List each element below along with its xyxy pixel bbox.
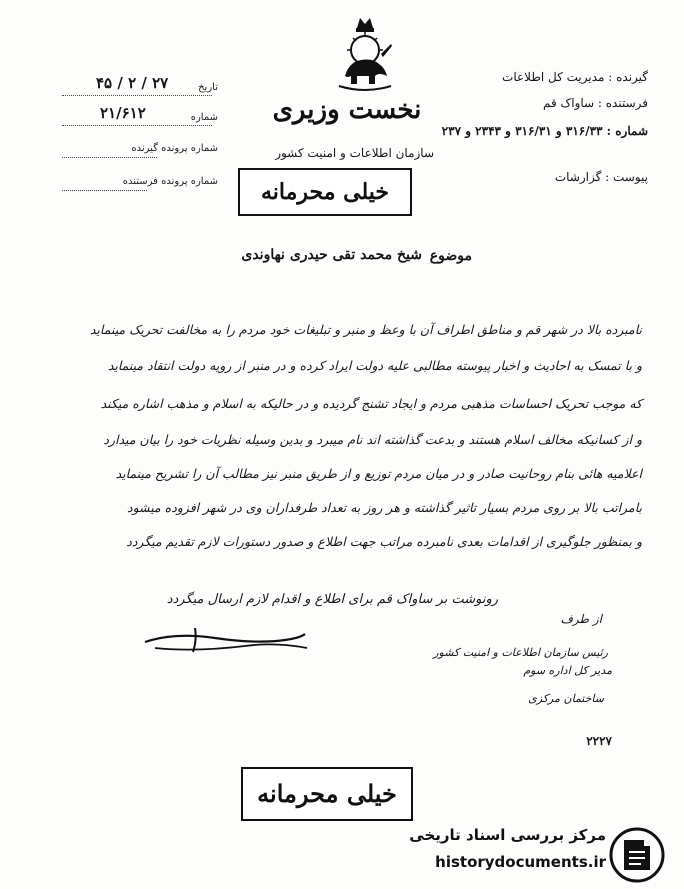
body-line-4: و از کسانیکه مخالف اسلام هستند و بدعت گذاشته اند نام میبرد و بدین وسیله نظریات خود را بیان میدارد — [103, 432, 642, 447]
organization-line: سازمان اطلاعات و امنیت کشور — [275, 146, 434, 160]
attachment-line: پیوست : گزارشات — [554, 170, 648, 184]
body-line-1: نامبرده بالا در شهر قم و مناطق اطراف آن با وعظ و منبر و تبلیغات خود مردم را به مخالفت تحریک مینماید — [89, 322, 642, 337]
subject-value: شیخ محمد تقی حیدری نهاوندی — [241, 247, 422, 263]
number-underline — [62, 125, 212, 126]
sender-file-underline — [62, 190, 147, 191]
date-label: تاریخ — [198, 82, 218, 93]
body-line-3: که موجب تحریک احساسات مذهبی مردم و ایجاد تشنج گردیده و در حالیکه به اسلام و مذهب اشاره میکند — [100, 396, 642, 411]
number-value: ۲۱/۶۱۲ — [100, 104, 146, 122]
document-archive-logo-icon — [608, 826, 666, 884]
confidential-stamp-top: خیلی محرمانه — [238, 168, 412, 216]
sender-line: فرستنده : ساواک قم — [542, 96, 648, 110]
closing-line: رونوشت بر ساواک قم برای اطلاع و اقدام لازم ارسال میگردد — [166, 592, 498, 607]
signature-line-3: ساختمان مرکزی — [528, 692, 604, 705]
date-value: ۲۷ / ۲ / ۴۵ — [96, 74, 169, 92]
receiver-file-underline — [62, 157, 157, 158]
handwritten-signature — [135, 620, 315, 660]
body-line-7: و بمنظور جلوگیری از اقدامات بعدی نامبرده مراتب جهت اطلاع و صدور دستورات لازم تقدیم میگردد — [126, 534, 642, 549]
lion-and-sun-emblem-icon — [335, 14, 395, 92]
recipient-line: گیرنده : مدیریت کل اطلاعات — [502, 70, 648, 84]
reference-numbers: شماره : ۳۱۶/۳۳ و ۳۱۶/۳۱ و ۲۳۴۳ و ۲۳۷ — [441, 124, 648, 138]
subject-label: موضوع — [429, 248, 472, 264]
signature-initials: از طرف — [560, 612, 602, 626]
signature-code: ۲۲۲۷ — [586, 734, 612, 748]
body-line-6: بامراتب بالا بر روی مردم بسیار تاثیر گذاشته و هر روز به تعداد طرفداران وی در شهر افزوده میشود — [127, 500, 642, 515]
sender-file-label: شماره پرونده فرستنده — [122, 176, 218, 187]
archive-url: historydocuments.ir — [435, 853, 606, 871]
receiver-file-label: شماره پرونده گیرنده — [131, 143, 218, 154]
body-line-5: اعلامیه هائی بنام روحانیت صادر و در میان مردم توزیع و از طریق منبر نیز مطالب آن را تشریح مینماید — [115, 466, 642, 481]
number-label: شماره — [190, 112, 218, 123]
archive-org-name: مرکز بررسی اسناد تاریخی — [409, 826, 606, 844]
page-title: نخست وزیری — [272, 95, 422, 125]
body-line-2: و با تمسک به احادیث و اخبار پیوسته مطالبی علیه دولت ایراد کرده و در منبر از رویه دولت انتقاد مینماید — [107, 358, 642, 373]
signature-line-1: رئیس سازمان اطلاعات و امنیت کشور — [433, 646, 608, 659]
confidential-stamp-bottom: خیلی محرمانه — [241, 767, 413, 821]
signature-line-2: مدیر کل اداره سوم — [523, 664, 612, 677]
date-underline — [62, 95, 212, 96]
